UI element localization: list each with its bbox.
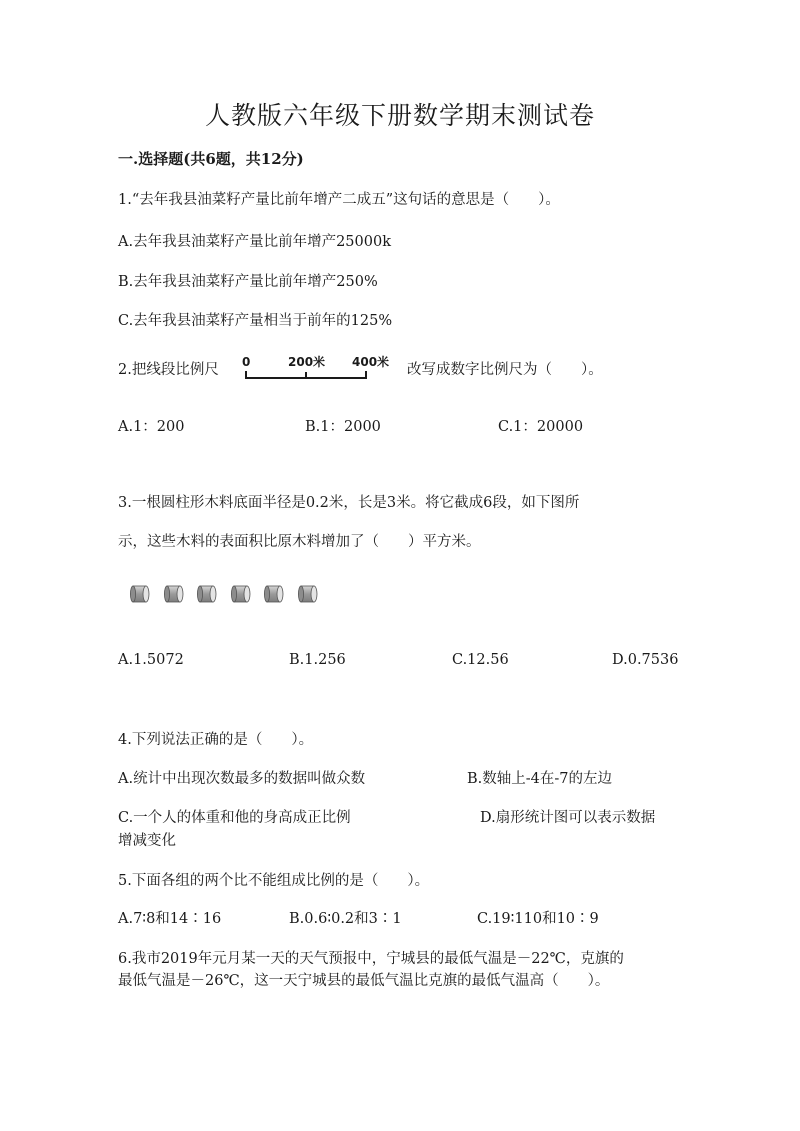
question-6-stem-line-1: 6.我市2019年元月某一天的天气预报中，宁城县的最低气温是－22℃，克旗的	[118, 951, 624, 967]
cylinder-piece	[231, 585, 251, 603]
line-segment-scale	[240, 352, 398, 388]
cylinder-piece	[197, 585, 217, 603]
question-3-option-b: B.1.256	[289, 652, 346, 668]
cylinder-piece	[264, 585, 284, 603]
scale-label-200: 200米	[288, 355, 326, 369]
question-2-stem-after: 改写成数字比例尺为（ ）。	[407, 362, 603, 378]
question-4-option-c: C.一个人的体重和他的身高成正比例	[118, 810, 351, 826]
question-4-option-d-line-2: 增减变化	[118, 833, 176, 849]
question-4-option-b: B.数轴上-4在-7的左边	[467, 771, 613, 787]
question-1-option-c: C.去年我县油菜籽产量相当于前年的125%	[118, 313, 393, 329]
question-3-stem-line-1: 3.一根圆柱形木料底面半径是0.2米，长是3米。将它截成6段，如下图所	[118, 495, 580, 511]
question-5-option-a: A.7∶8和14∶16	[118, 911, 222, 927]
question-1-option-a: A.去年我县油菜籽产量比前年增产25000k	[118, 234, 391, 250]
question-4-option-d-line-1: D.扇形统计图可以表示数据	[480, 810, 656, 826]
cylinder-piece	[130, 585, 150, 603]
question-4-option-a: A.统计中出现次数最多的数据叫做众数	[118, 771, 366, 787]
question-6-stem-line-2: 最低气温是－26℃，这一天宁城县的最低气温比克旗的最低气温高（ ）。	[118, 973, 610, 989]
scale-label-400: 400米	[352, 355, 390, 369]
cylinder-piece	[164, 585, 184, 603]
question-5-option-b: B.0.6∶0.2和3∶1	[289, 911, 402, 927]
question-3-option-a: A.1.5072	[118, 652, 184, 668]
question-5-option-c: C.19∶110和10∶9	[477, 911, 599, 927]
question-2-option-b: B.1：2000	[305, 419, 381, 435]
question-3-option-d: D.0.7536	[612, 652, 679, 668]
question-2-option-c: C.1：20000	[498, 419, 584, 435]
question-1-stem: 1.“去年我县油菜籽产量比前年增产二成五”这句话的意思是（ ）。	[118, 192, 560, 208]
question-3-stem-line-2: 示，这些木料的表面积比原木料增加了（ ）平方米。	[118, 534, 481, 550]
question-3-option-c: C.12.56	[452, 652, 509, 668]
scale-label-0: 0	[242, 355, 251, 369]
cylinder-piece	[298, 585, 318, 603]
question-5-stem: 5.下面各组的两个比不能组成比例的是（ ）。	[118, 873, 430, 889]
section-heading: 一.选择题(共6题，共12分)	[118, 150, 304, 168]
question-1-option-b: B.去年我县油菜籽产量比前年增产250%	[118, 274, 378, 290]
question-2-stem-before: 2.把线段比例尺	[118, 362, 219, 378]
question-2-option-a: A.1：200	[118, 419, 185, 435]
page-title: 人教版六年级下册数学期末测试卷	[204, 101, 595, 130]
question-4-stem: 4.下列说法正确的是（ ）。	[118, 732, 314, 748]
